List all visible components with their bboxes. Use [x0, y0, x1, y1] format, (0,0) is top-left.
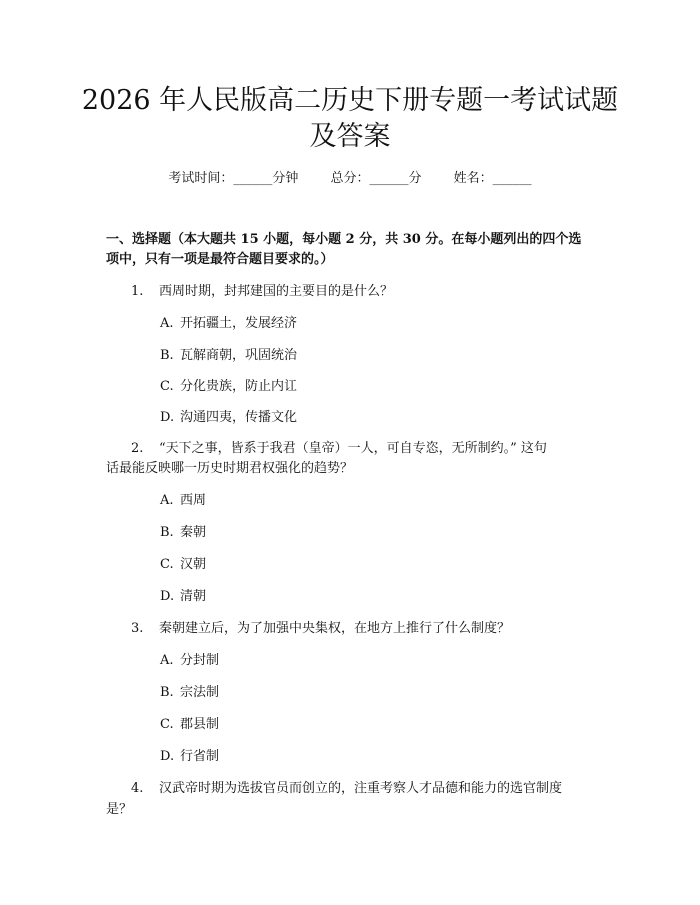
question-3-option-a	[160, 652, 219, 670]
option-text: 行省制	[180, 749, 220, 764]
question-1	[131, 283, 393, 301]
option-letter: A.	[160, 653, 174, 668]
option-text: 汉朝	[180, 557, 207, 572]
question-4	[131, 780, 562, 798]
question-text-line1: 汉武帝时期为选拔官员而创立的，注重考察人才品德和能力的选官制度	[159, 781, 563, 796]
option-letter: B.	[160, 685, 174, 700]
question-text-line1: “天下之事，皆系于我君（皇帝）一人，可自专恣，无所制约。” 这句	[159, 441, 547, 456]
option-letter: C.	[160, 379, 174, 394]
option-text: 分封制	[180, 653, 220, 668]
option-text: 秦朝	[180, 525, 207, 540]
question-3-option-c	[160, 716, 219, 734]
question-1-option-d	[160, 409, 297, 427]
document-title-line2: 及答案	[309, 121, 391, 152]
option-letter: C.	[160, 717, 174, 732]
section-heading-line2: 项中，只有一项是最符合题目要求的。）	[106, 252, 334, 267]
question-text: 西周时期，封邦建国的主要目的是什么？	[159, 284, 394, 299]
option-letter: D.	[160, 410, 175, 425]
option-text: 开拓疆土，发展经济	[180, 316, 298, 331]
total-score-field: 总分：______分	[330, 171, 422, 186]
option-text: 西周	[180, 493, 207, 508]
question-2-option-c	[160, 556, 206, 574]
question-1-option-b	[160, 347, 297, 365]
section-heading-line1: 一、选择题（本大题共 15 小题，每小题 2 分，共 30 分。在每小题列出的四个选	[106, 232, 582, 247]
option-text: 郡县制	[180, 717, 220, 732]
option-text: 清朝	[180, 589, 207, 604]
option-letter: D.	[160, 589, 175, 604]
option-letter: D.	[160, 749, 175, 764]
document-title-line1: 2026 年人民版高二历史下册专题一考试试题	[81, 85, 619, 116]
question-2-option-d	[160, 588, 206, 606]
question-2-option-a	[160, 492, 206, 510]
option-text: 宗法制	[180, 685, 220, 700]
question-text: 秦朝建立后，为了加强中央集权，在地方上推行了什么制度？	[159, 621, 511, 636]
question-3-option-b	[160, 684, 219, 702]
option-text: 分化贵族，防止内讧	[180, 379, 298, 394]
exam-meta	[0, 170, 700, 188]
question-number: 3.	[131, 621, 144, 636]
question-number: 1.	[131, 284, 144, 299]
option-letter: C.	[160, 557, 174, 572]
student-name-field: 姓名：______	[453, 171, 532, 186]
exam-time-field: 考试时间：______分钟	[168, 171, 299, 186]
question-2-option-b	[160, 524, 206, 542]
option-text: 沟通四夷，传播文化	[180, 410, 298, 425]
question-3	[131, 620, 510, 638]
question-2-continued: 话最能反映哪一历史时期君权强化的趋势？	[106, 461, 354, 476]
option-letter: B.	[160, 525, 174, 540]
question-number: 4.	[131, 781, 144, 796]
question-1-option-c	[160, 378, 297, 396]
option-text: 瓦解商朝，巩固统治	[180, 348, 298, 363]
option-letter: A.	[160, 316, 174, 331]
option-letter: A.	[160, 493, 174, 508]
question-3-option-d	[160, 748, 219, 766]
question-number: 2.	[131, 441, 144, 456]
option-letter: B.	[160, 348, 174, 363]
question-4-continued: 是？	[106, 802, 133, 817]
question-1-option-a	[160, 315, 297, 333]
question-2	[131, 440, 547, 458]
